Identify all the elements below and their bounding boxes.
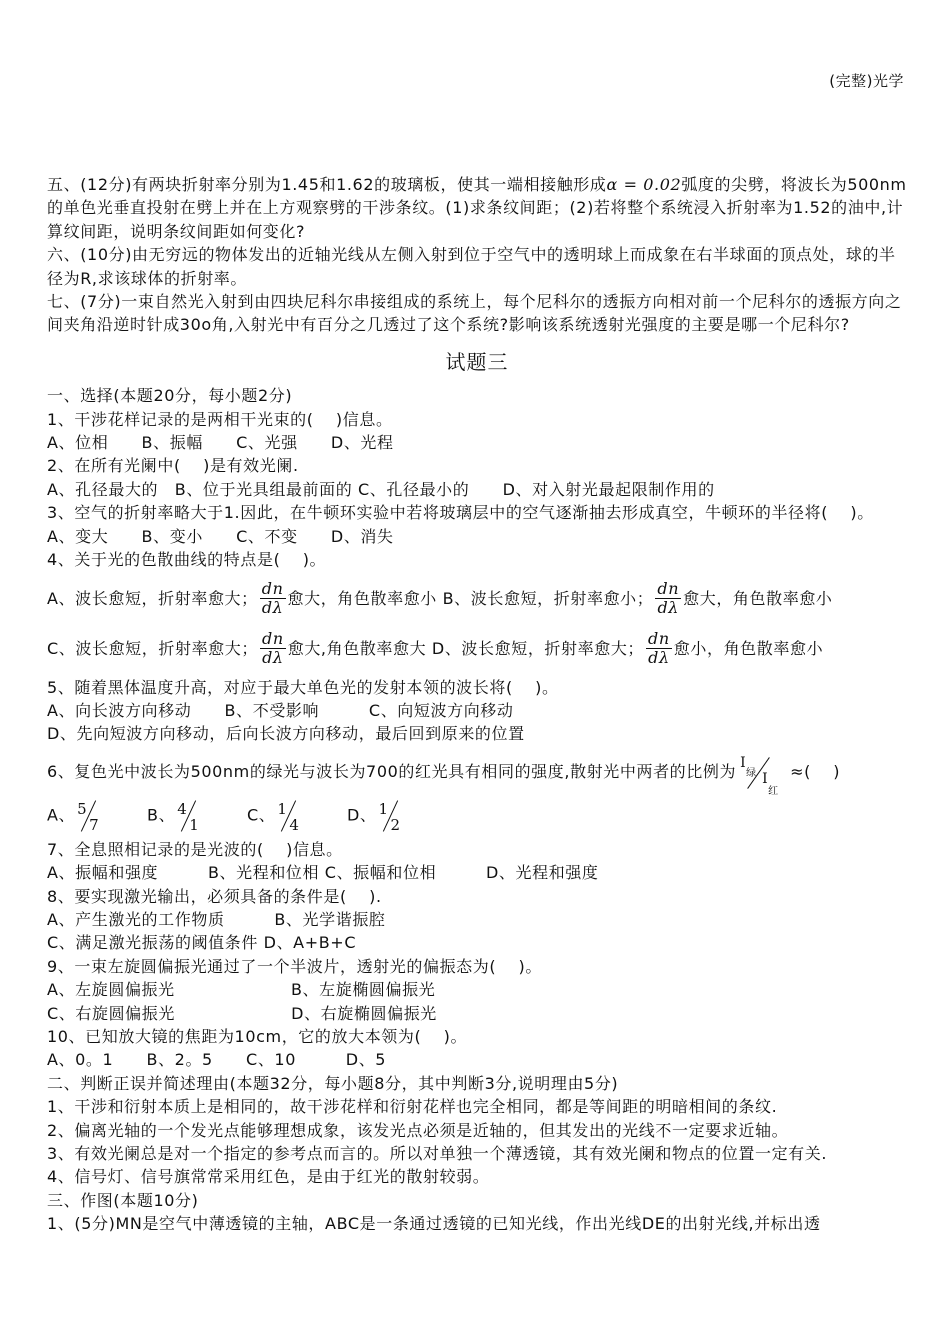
q10-options: A、0。1 B、2。5 C、10 D、5 [47,1050,387,1070]
q6-option-b: B、 4 1 [147,799,200,834]
q7: 7、全息照相记录的是光波的( )信息。 [47,839,343,859]
part2-heading: 二、判断正误并简述理由(本题32分，每小题8分，其中判断3分,说明理由5分) [47,1073,619,1093]
running-header: (完整)光学 [829,72,904,90]
q10: 10、已知放大镜的焦距为10cm，它的放大本领为( )。 [47,1026,468,1046]
q6-option-d: D、 1 2 [347,799,401,834]
part2-s4: 4、信号灯、信号旗常常采用红色，是由于红光的散射较弱。 [47,1167,490,1187]
dn-dlambda-fraction: $\frac{dn}{d\lambda}$ [261,629,284,667]
intensity-ratio: I 绿 I 红 [740,754,779,797]
q4-options-cd: C、波长愈短，折射率愈大； $\frac{dn}{d\lambda}$ 愈大,角色散率愈大 D、波长愈短，折射率愈大； $\frac{dn}{d\lambda}$ 愈小，角色散率愈小 [47,629,824,667]
document-body [47,173,907,1236]
q3: 3、空气的折射率略大于1.因此，在牛顿环实验中若将玻璃层中的空气逐渐抽去形成真空，牛顿环的半径将( )。 [47,503,874,523]
q8-options-1: A、产生激光的工作物质 B、光学谐振腔 [47,909,386,929]
q4-options-ab: A、波长愈短，折射率愈大； $\frac{dn}{d\lambda}$ 愈大，角色散率愈小 B、波长愈短，折射率愈小； $\frac{dn}{d\lambda}$ 愈大，角色散率愈小 [47,579,833,617]
q9-options-1: A、左旋圆偏振光 B、左旋椭圆偏振光 [47,980,436,1000]
part2-s2: 2、偏离光轴的一个发光点能够理想成象，该发光点必须是近轴的，但其发出的光线不一定要求近轴。 [47,1120,789,1140]
q8-options-2: C、满足激光振荡的阈值条件 D、A+B+C [47,933,357,953]
q4: 4、关于光的色散曲线的特点是( )。 [47,550,327,570]
q3-options: A、变大 B、变小 C、不变 D、消失 [47,526,394,546]
q5-options-2: D、先向短波方向移动，后向长波方向移动，最后回到原来的位置 [47,724,525,744]
q2-options: A、孔径最大的 B、位于光具组最前面的 C、孔径最小的 D、对入射光最起限制作用的 [47,479,715,499]
q6: 6、复色光中波长为500nm的绿光与波长为700的红光具有相同的强度,散射光中两者的比例为 I 绿 I 红 ≈( ) [47,752,907,792]
q9-options-2: C、右旋圆偏振光 D、右旋椭圆偏振光 [47,1003,437,1023]
q1-options: A、位相 B、振幅 C、光强 D、光程 [47,433,394,453]
part2-s3: 3、有效光阑总是对一个指定的参考点而言的。所以对单独一个薄透镜，其有效光阑和物点的位置一定有关. [47,1144,828,1163]
q2: 2、在所有光阑中( )是有效光阑. [47,456,299,476]
dn-dlambda-fraction: $\frac{dn}{d\lambda}$ [657,579,680,617]
part3-heading: 三、作图(本题10分) [47,1190,199,1210]
q6-option-a: A、 5 7 [47,799,100,834]
q1: 1、干涉花样记录的是两相干光束的( )信息。 [47,409,393,429]
q9: 9、一束左旋圆偏振光通过了一个半波片，透射光的偏振态为( )。 [47,956,542,976]
problem-5: 五、(12分)有两块折射率分别为1.45和1.62的玻璃板，使其一端相接触形成α = 0.02弧度的尖劈，将波长为500nm的单色光垂直投射在劈上并在上方观察劈的干涉条纹。(1)求条纹间距；(2)若将整个系统浸入折射率为1.52的油中,计算纹间距，说明条纹间距如何变化? [47,175,907,241]
q5: 5、随着黑体温度升高，对应于最大单色光的发射本领的波长将( )。 [47,677,559,697]
part2-s1: 1、干涉和衍射本质上是相同的，故干涉花样和衍射花样也完全相同，都是等间距的明暗相间的条纹. [47,1097,778,1117]
dn-dlambda-fraction: $\frac{dn}{d\lambda}$ [261,579,284,617]
section-title: 试题三 [445,349,509,374]
part3-s1: 1、(5分)MN是空气中薄透镜的主轴，ABC是一条通过透镜的已知光线，作出光线DE的出射光线,并标出透 [47,1214,821,1234]
q7-options: A、振幅和强度 B、光程和位相 C、振幅和位相 D、光程和强度 [47,863,599,883]
dn-dlambda-fraction: $\frac{dn}{d\lambda}$ [648,629,670,667]
q5-options-1: A、向长波方向移动 B、不受影响 C、向短波方向移动 [47,700,514,720]
q8: 8、要实现激光输出，必须具备的条件是( ). [47,886,382,906]
q6-option-c: C、 1 4 [247,799,300,834]
problem-6: 六、(10分)由无穷远的物体发出的近轴光线从左侧入射到位于空气中的透明球上而成象在右半球面的顶点处，球的半径为R,求该球体的折射率。 [47,245,896,288]
part1-heading: 一、选择(本题20分，每小题2分) [47,386,293,406]
problem-7: 七、(7分)一束自然光入射到由四块尼科尔串接组成的系统上，每个尼科尔的透振方向相对前一个尼科尔的透振方向之间夹角沿逆时针成30o角,入射光中有百分之几透过了这个系统?影响该系统透射光强度的主要是哪一个尼科尔? [47,292,902,335]
